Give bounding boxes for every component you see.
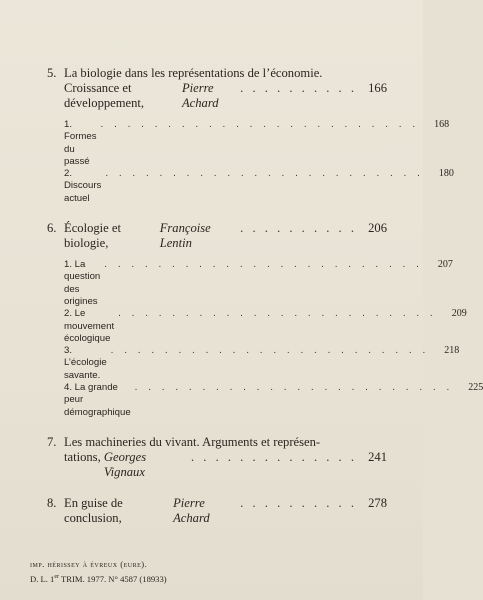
leader-dots: . . . . . . . . . . . . . . . . . . . . . . . . [100,119,420,130]
chapter-title: Les machineries du vivant. Arguments et représen- [64,434,321,449]
chapter-7 [47,435,387,480]
chapter-6 [47,221,483,419]
legal-deposit-line: D. L. 1er TRIM. 1977. N° 4587 (18933) [30,573,167,584]
section-page: 180 [438,168,454,180]
section-item [64,119,450,168]
chapter-number: 8. [47,495,57,510]
printer-imprint [30,558,167,586]
chapter-8 [47,496,387,526]
leader-dots: . . . . . . . . . . . . . . . . . . . . . . . . [105,168,424,180]
leader-dots: . . . . . . . . . . [240,495,357,510]
chapter-title: En guise de conclusion, [64,495,123,525]
chapter-number: 6. [47,221,57,236]
chapter-title-continued: Croissance et développement, [64,81,145,110]
chapter-page: 241 [368,449,387,464]
leader-dots: . . . . . . . . . . . . . . . . . . . . . . . . [110,345,430,357]
section-label: 2. Discours actuel [64,168,102,204]
chapter-page: 166 [368,81,387,95]
section-page: 168 [434,119,450,130]
leader-dots: . . . . . . . . . . . . . . [190,449,357,464]
section-label: 2. Le mouvement écologique [64,308,115,344]
section-label: 1. La question des origines [64,259,101,307]
leader-dots: . . . . . . . . . . [240,221,357,236]
chapter-author: Georges Vignaux [103,449,147,479]
chapter-number: 5. [47,66,57,80]
section-label: 3. L’écologie savante. [64,345,107,381]
chapter-title: Écologie et biologie, [64,221,121,251]
chapter-5 [47,66,454,205]
section-item [64,259,453,308]
leader-dots: . . . . . . . . . . . . . . . . . . . . . . . . [104,259,423,271]
section-page: 225 [468,382,483,394]
chapter-title: La biologie dans les représentations de l’économie. [64,66,323,80]
section-list [47,119,454,205]
section-item [64,382,483,419]
section-item [64,168,454,205]
chapter-title-continued: tations, [64,449,101,464]
section-label: 1. Formes du passé [64,119,97,167]
chapter-author: Françoise Lentin [159,221,211,251]
table-of-contents [47,66,483,542]
section-page: 207 [437,259,453,271]
section-item [64,308,467,345]
chapter-page: 278 [368,495,387,510]
section-page: 209 [451,308,467,320]
leader-dots: . . . . . . . . . . . . . . . . . . . . . . . . [134,382,454,394]
section-page: 218 [444,345,460,357]
printer-line: imp. hérissey à évreux (eure). [30,559,148,569]
leader-dots: . . . . . . . . . . [240,81,357,95]
section-label: 4. La grande peur démographique [64,382,131,418]
chapter-author: Pierre Achard [173,495,210,525]
chapter-page: 206 [368,221,387,236]
section-item [64,345,460,382]
section-list [47,259,483,419]
chapter-author: Pierre Achard [181,81,219,110]
chapter-number: 7. [47,434,57,449]
leader-dots: . . . . . . . . . . . . . . . . . . . . . . . . [118,308,437,320]
